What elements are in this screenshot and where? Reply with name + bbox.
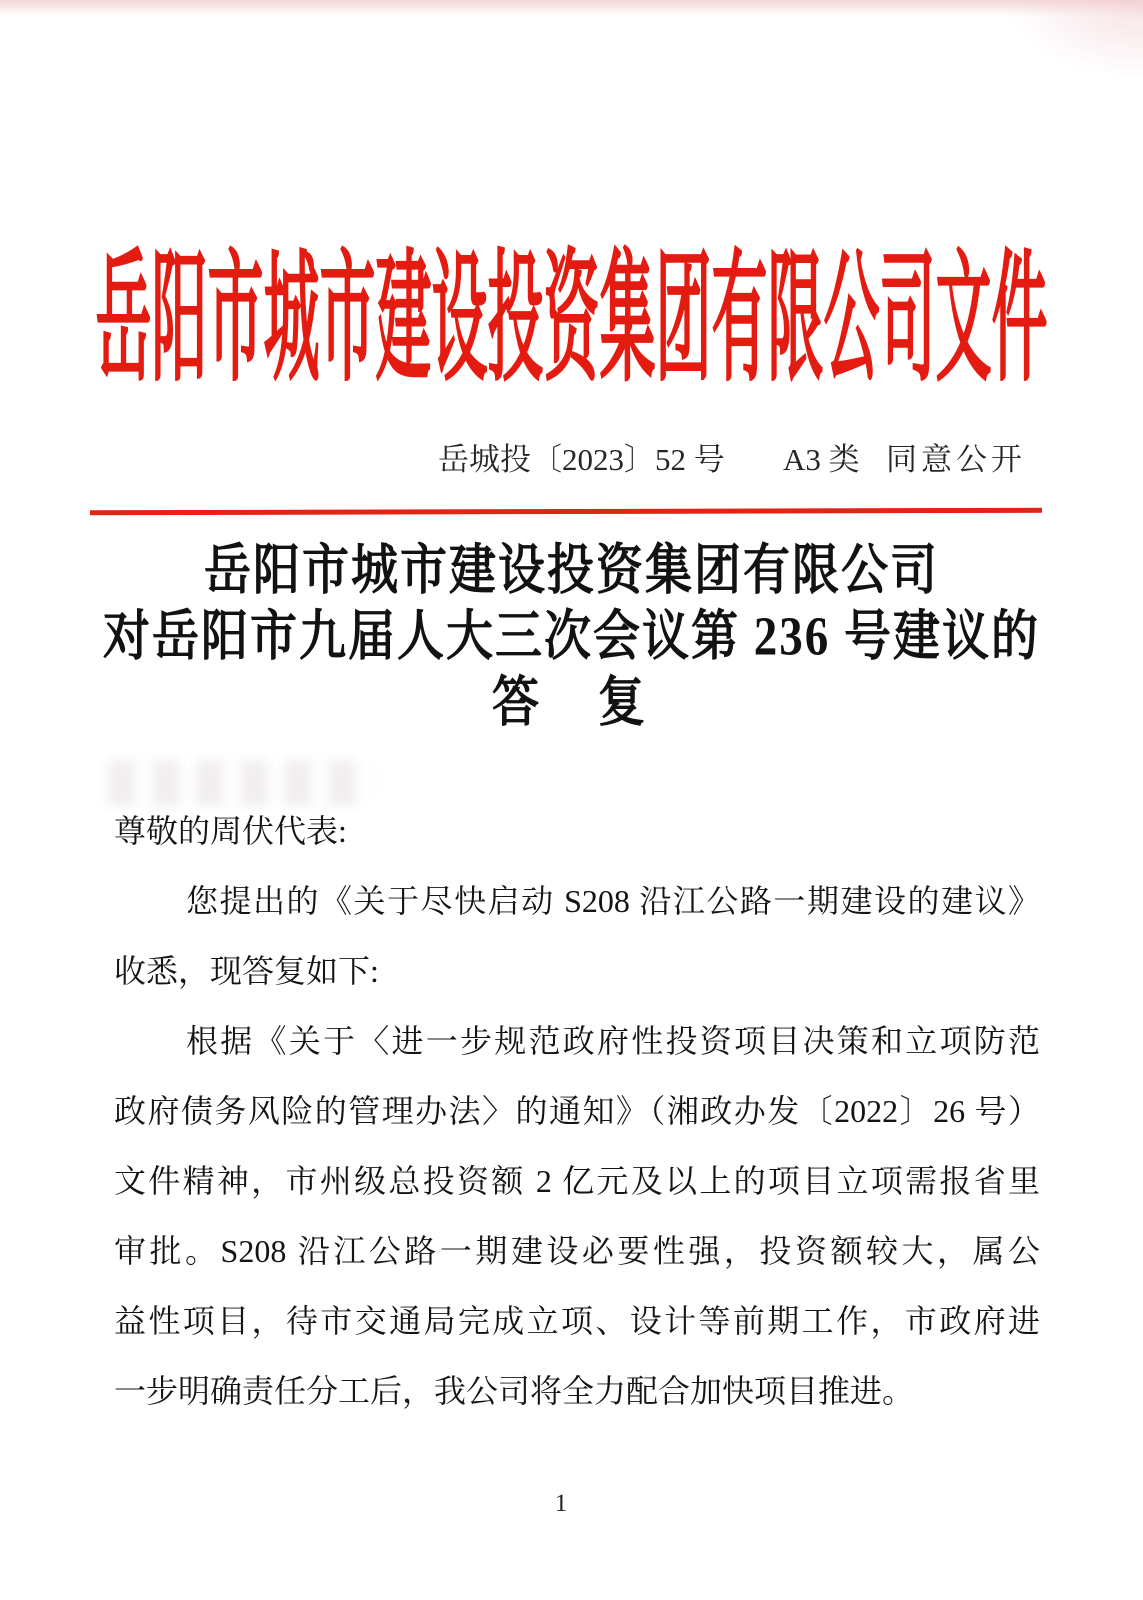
red-separator-line: [90, 508, 1042, 515]
doc-title-line2: 对岳阳市九届人大三次会议第 236 号建议的: [103, 606, 1040, 668]
doc-title-line2-wrap: [0, 604, 1143, 670]
doc-publicity-status: 同意公开: [886, 442, 1026, 477]
doc-number: 岳城投〔2023〕52 号: [438, 442, 725, 477]
doc-category: A3 类: [783, 442, 860, 477]
body-text: [114, 796, 1040, 1426]
doc-title-line1: 岳阳市城市建设投资集团有限公司: [204, 540, 939, 602]
body-line: 一步明确责任分工后，我公司将全力配合加快项目推进。: [114, 1373, 915, 1409]
body-line: 审批。S208 沿江公路一期建设必要性强，投资额较大，属公: [114, 1233, 1040, 1269]
scan-artifact-top-right-corner: [1003, 0, 1143, 80]
doc-title-line1-wrap: [0, 538, 1143, 604]
body-line: 政府债务风险的管理办法〉的通知》（湘政办发〔2022〕26 号）: [114, 1093, 1040, 1129]
body-line: 根据《关于〈进一步规范政府性投资项目决策和立项防范: [186, 1023, 1040, 1059]
doc-number-row: [0, 434, 1143, 478]
body-line: 收悉，现答复如下:: [114, 953, 379, 989]
body-line: 您提出的《关于尽快启动 S208 沿江公路一期建设的建议》: [186, 883, 1040, 919]
scan-artifact-top-edge: [0, 0, 1143, 16]
letterhead-org-title: 岳阳市城市建设投资集团有限公司文件: [95, 242, 1048, 401]
doc-title-line3-wrap: [0, 670, 1143, 736]
page-number: 1: [554, 1490, 568, 1517]
doc-title: [0, 538, 1143, 736]
body-line: 尊敬的周伏代表:: [114, 813, 347, 849]
body-line: 益性项目，待市交通局完成立项、设计等前期工作，市政府进: [114, 1303, 1040, 1339]
doc-title-line3: 答 复: [492, 672, 651, 734]
body-line: 文件精神，市州级总投资额 2 亿元及以上的项目立项需报省里: [114, 1163, 1040, 1199]
letterhead: [0, 207, 1143, 401]
